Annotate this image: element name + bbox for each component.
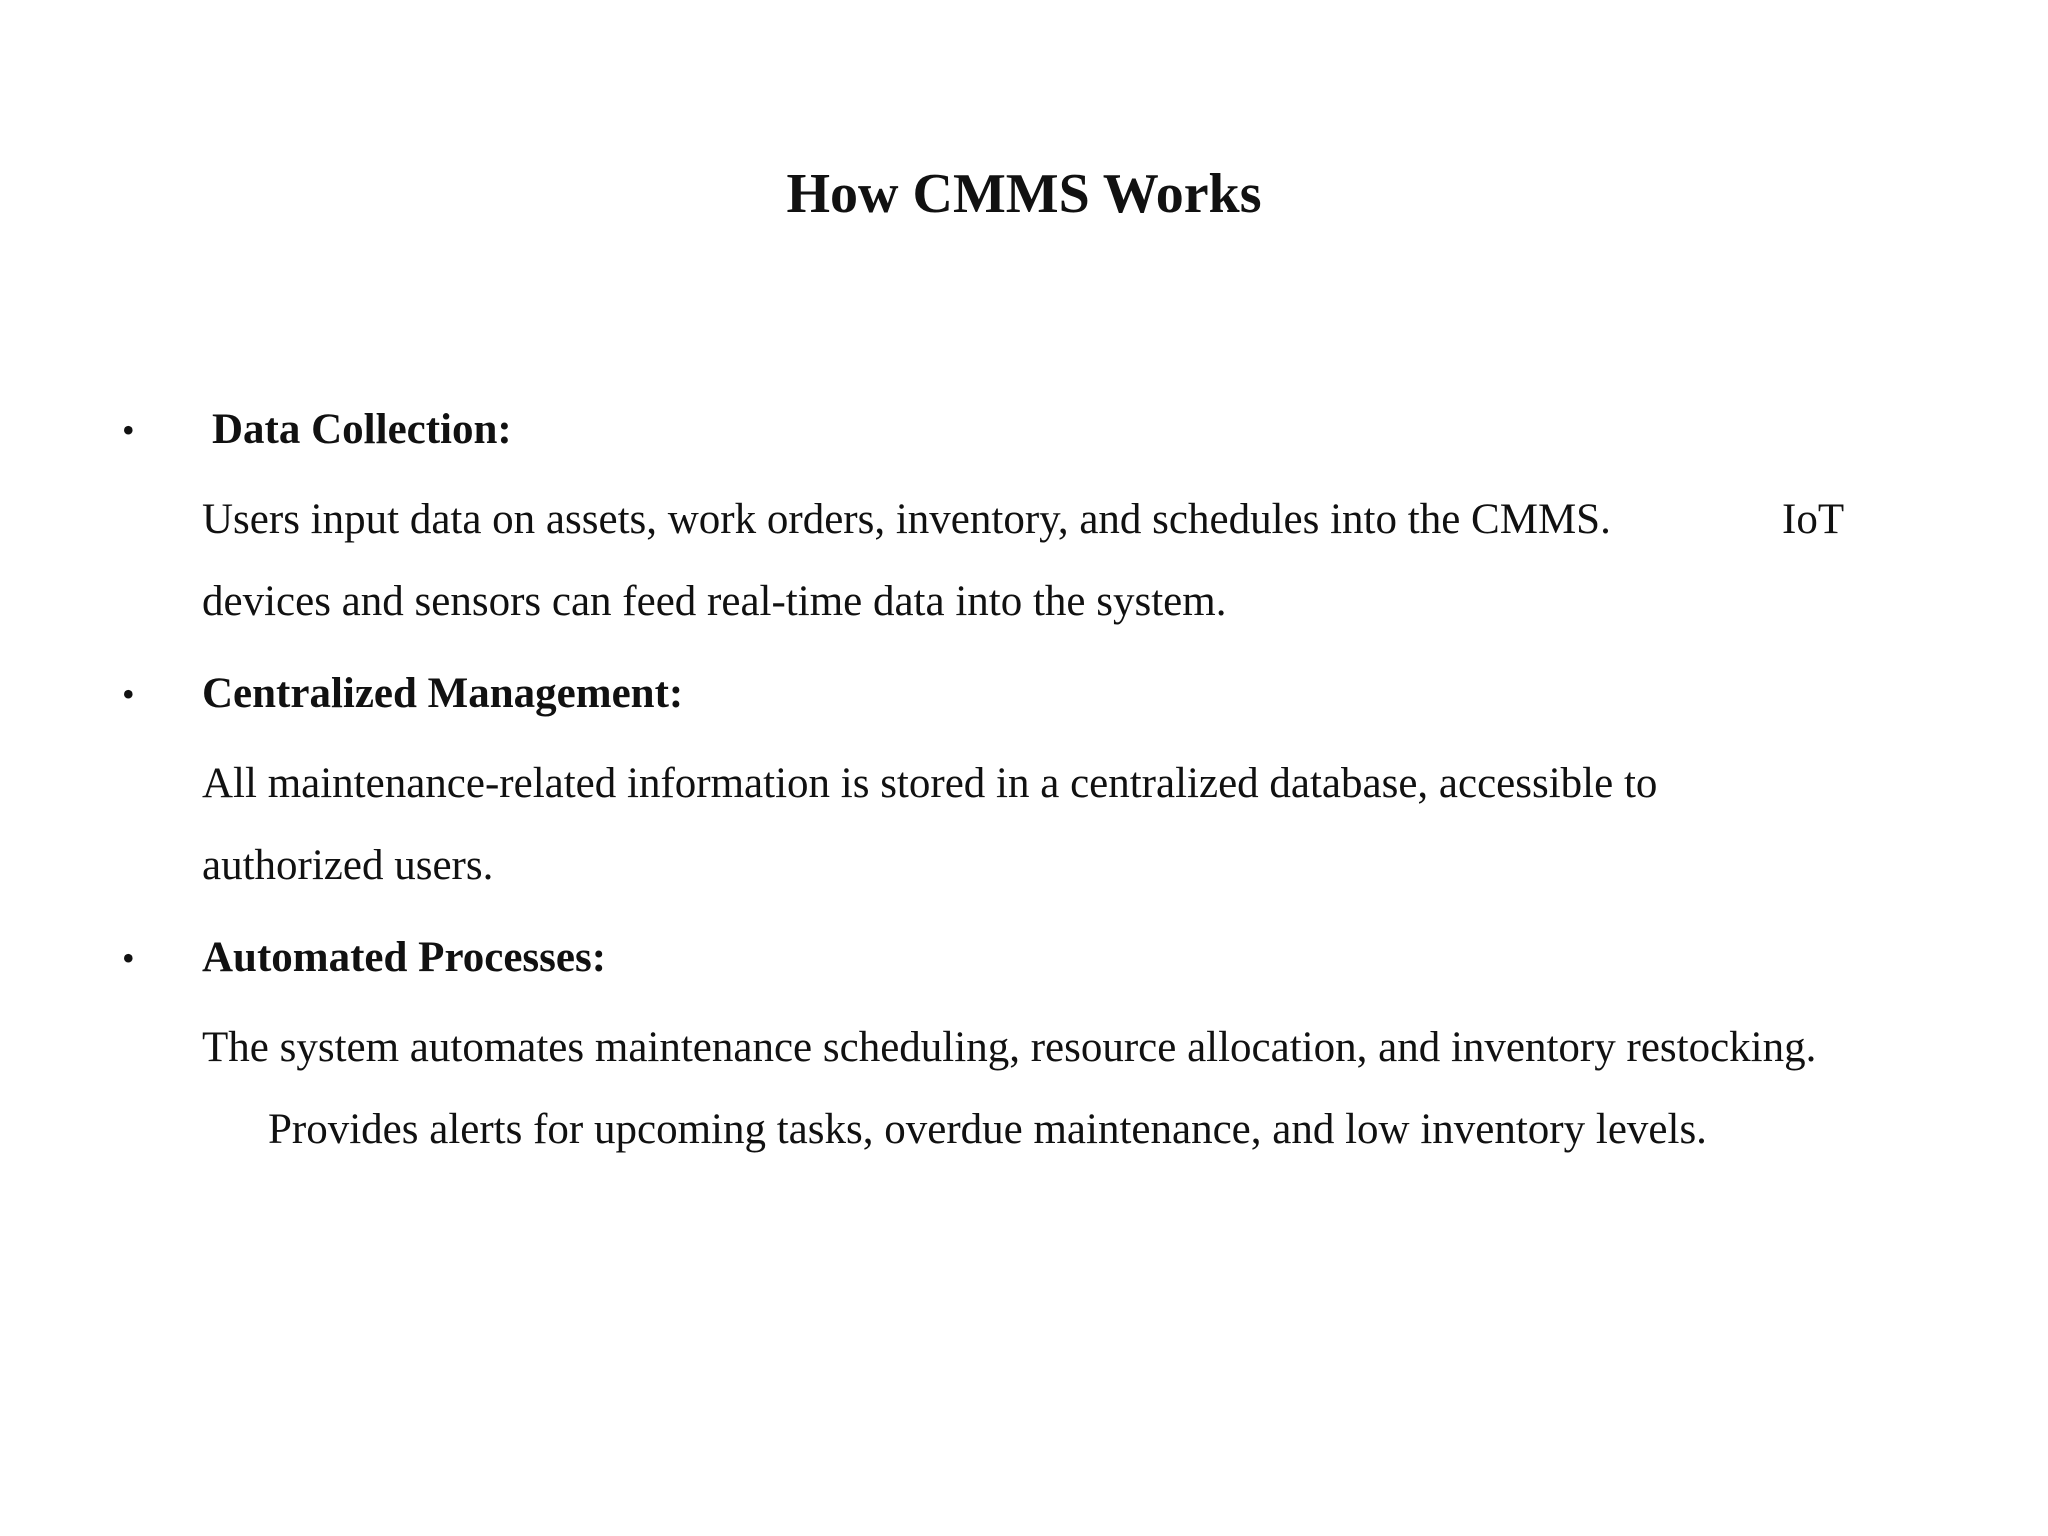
section-heading-centralized-management: Centralized Management:	[202, 670, 684, 717]
section-text-line: devices and sensors can feed real-time data into the system.	[202, 578, 1227, 625]
section-heading-automated-processes: Automated Processes:	[202, 934, 607, 981]
section-text-line: The system automates maintenance scheduling, resource allocation, and inventory restocking.	[202, 1024, 1817, 1071]
bullet-icon: •	[122, 410, 135, 450]
slide-title: How CMMS Works	[786, 163, 1262, 225]
section-text-line: authorized users.	[202, 842, 494, 889]
section-text-line: All maintenance-related information is stored in a centralized database, accessible to	[202, 760, 1658, 807]
section-text-line: Provides alerts for upcoming tasks, overdue maintenance, and low inventory levels.	[268, 1106, 1707, 1153]
section-text-line: Users input data on assets, work orders, inventory, and schedules into the CMMS.	[202, 496, 1611, 543]
section-heading-data-collection: Data Collection:	[212, 406, 512, 453]
bullet-icon: •	[122, 938, 135, 978]
bullet-icon: •	[122, 674, 135, 714]
section-text-line: IoT	[1782, 496, 1845, 543]
